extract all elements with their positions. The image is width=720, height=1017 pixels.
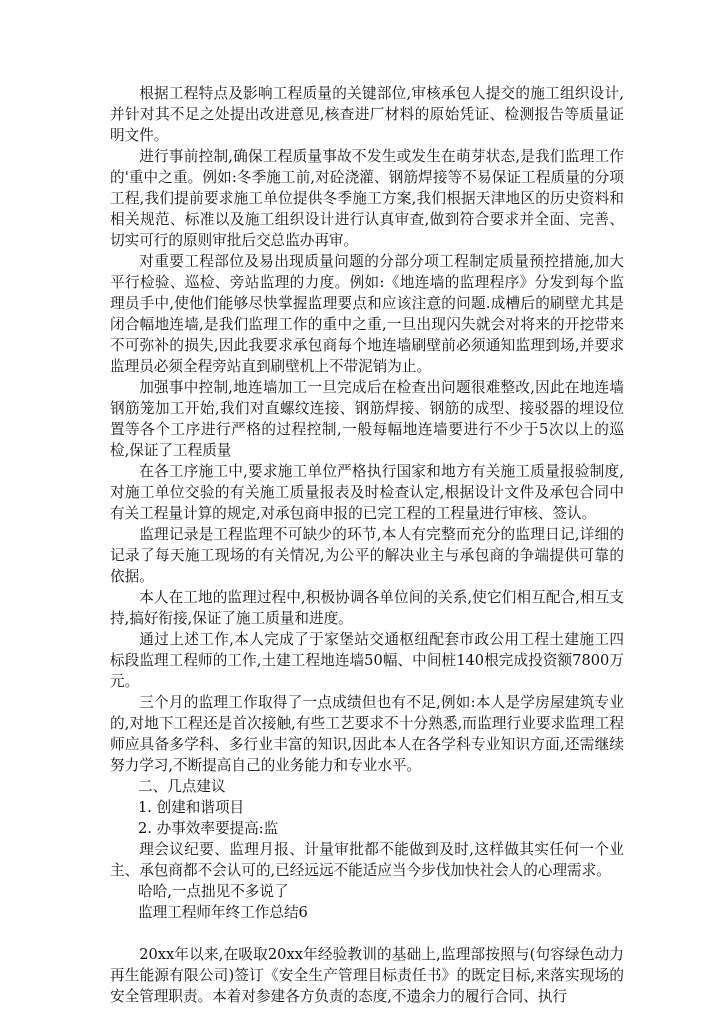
- paragraph: 进行事前控制,确保工程质量事故不发生或发生在萌芽状态,是我们监理工作的'重中之重。例如:冬季施工前,对砼浇灌、钢筋焊接等不易保证工程质量的分项工程,我们提前要求施工单位提供冬季施工方案,我们根据天津地区的历史资料和相关规范、标准以及施工组织设计进行认真审查,做到符合要求并全面、完善、切实可行的原则审批后交总监办再审。: [110, 148, 624, 249]
- paragraph: 理会议纪要、监理月报、计量审批都不能做到及时,这样做其实任何一个业主、承包商都不会认可的,已经远远不能适应当今步伐加快社会人的心理需求。: [110, 841, 624, 879]
- text-line: 哈哈,一点拙见不多说了: [138, 883, 289, 900]
- paragraph: 根据工程特点及影响工程质量的关键部位,审核承包人提交的施工组织设计,并针对其不足之处提出改进意见,核查进厂材料的原始凭证、检测报告等质量证明文件。: [110, 85, 624, 144]
- paragraph: 加强事中控制,地连墙加工一旦完成后在检查出问题很难整改,因此在地连墙钢筋笼加工开始,我们对直螺纹连接、钢筋焊接、钢筋的成型、接驳器的埋设位置等各个工序进行严格的过程控制,一般每幅地连墙要进行不少于5次以上的巡检,保证了工程质量: [110, 379, 624, 459]
- list-item: 2. 办事效率要提高:监: [138, 820, 279, 837]
- document-title: 监理工程师年终工作总结6: [138, 904, 308, 921]
- paragraph: 在各工序施工中,要求施工单位严格执行国家和地方有关施工质量报验制度,对施工单位交验的有关施工质量报表及时检查认定,根据设计文件及承包合同中有关工程量计算的规定,对承包商申报的已完工程的工程量进行审核、签认。: [110, 463, 624, 522]
- paragraph: 本人在工地的监理过程中,积极协调各单位间的关系,使它们相互配合,相互支持,搞好衔接,保证了施工质量和进度。: [110, 589, 624, 627]
- paragraph: 通过上述工作,本人完成了于家堡站交通枢纽配套市政公用工程土建施工四标段监理工程师的工作,土建工程地连墙50幅、中间桩140根完成投资额7800万元。: [110, 631, 624, 690]
- paragraph: 20xx年以来,在吸取20xx年经验教训的基础上,监理部按照与(句容绿色动力再生能源有限公司)签订《安全生产管理目标责任书》的既定目标,来落实现场的安全管理职责。本着对参建各方负责的态度,不遗余力的履行合同、执行: [110, 946, 624, 1005]
- paragraph: 三个月的监理工作取得了一点成绩但也有不足,例如:本人是学房屋建筑专业的,对地下工程还是首次接触,有些工艺要求不十分熟悉,而监理行业要求监理工程师应具备多学科、多行业丰富的知识,因此本人在各学科专业知识方面,还需继续努力学习,不断提高自己的业务能力和专业水平。: [110, 694, 624, 774]
- paragraph: 对重要工程部位及易出现质量问题的分部分项工程制定质量预控措施,加大平行检验、巡检、旁站监理的力度。例如:《地连墙的监理程序》分发到每个监理员手中,使他们能够尽快掌握监理要点和应该注意的问题.成槽后的刷壁尤其是闭合幅地连墙,是我们监理工作的重中之重,一旦出现闪失就会对将来的开挖带来不可弥补的损失,因此我要求承包商每个地连墙刷壁前必须通知监理到场,并要求监理员必须全程旁站直到刷壁机上不带泥销为止。: [110, 253, 624, 375]
- section-heading: 二、几点建议: [138, 778, 226, 795]
- blank-line: [110, 923, 624, 944]
- list-item: 1. 创建和谐项目: [138, 799, 245, 816]
- paragraph: 监理记录是工程监理不可缺少的环节,本人有完整而充分的监理日记,详细的记录了每天施工现场的有关情况,为公平的解决业主与承包商的争端提供可靠的依据。: [110, 526, 624, 585]
